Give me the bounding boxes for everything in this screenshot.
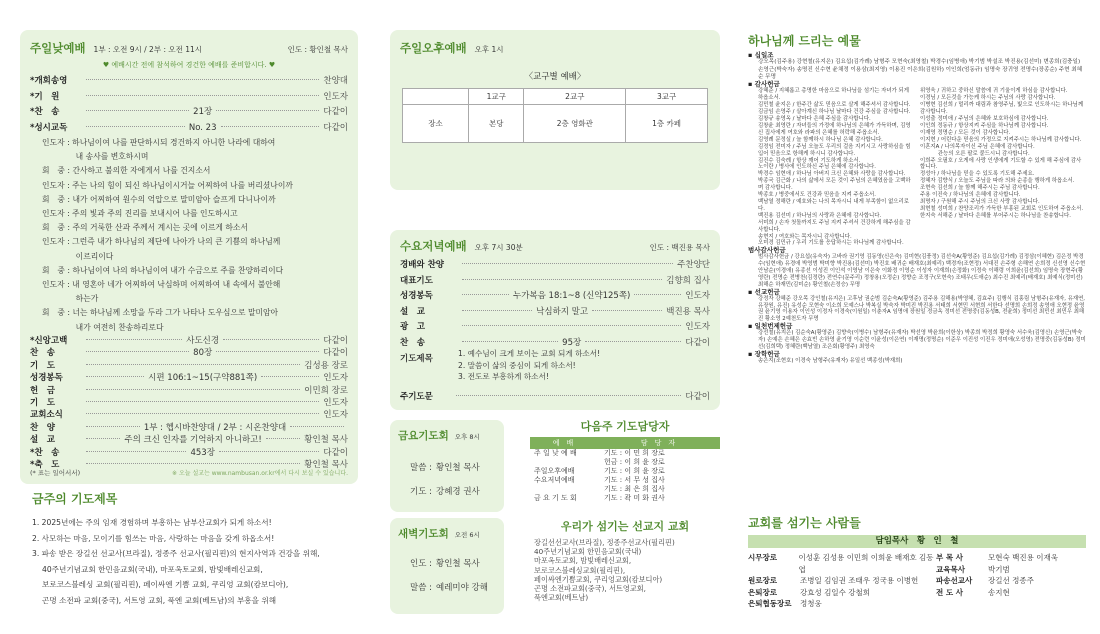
district-cell: 1층 카페 (626, 105, 708, 143)
order-row (400, 274, 710, 286)
order-label: 교회소식 (30, 410, 63, 421)
sunday-am-panel (20, 30, 358, 484)
sunday-am-title: 주일낮예배 (30, 41, 86, 55)
order-row (30, 359, 348, 371)
responsive-line: 인도자 : 하나님이여 나를 판단하시되 경건하지 아니한 나라에 대하여 (42, 138, 276, 147)
staff-role: 은퇴장로 (748, 587, 777, 597)
order-label: 성경봉독 (400, 291, 433, 301)
responsive-line: 회 중 : 주의 거룩한 산과 주께서 계시는 곳에 이르게 하소서 (42, 223, 248, 233)
order-leader: 주찬양단 (677, 260, 710, 270)
order-leader: 백진용 목사 (666, 306, 711, 317)
next-week-service: 금 요 기 도 회 (534, 494, 577, 502)
staff-names: 송지현 (988, 587, 1010, 597)
offering-section-head: ▪ 선교헌금 (748, 287, 780, 296)
sunday-am-times: 1부 : 오전 9시 / 2부 : 오전 11시 (93, 45, 203, 54)
dots (462, 263, 673, 264)
staff-row (936, 564, 1086, 576)
thanks-item: 주용 이진숙 / 하나님의 은혜에 감사합니다. (920, 192, 1021, 199)
dots (216, 110, 319, 111)
order-leader: 다같이 (323, 122, 348, 133)
speaker-label: 인도 : (410, 559, 432, 569)
staff-role: 교육목사 (936, 564, 965, 574)
dots (86, 351, 189, 352)
next-week-service: 주일오후예배 (534, 467, 575, 475)
responsive-line: 회 중 : 하나님이여 나의 하나님이여 내가 수금으로 주를 찬양하리이다 (42, 265, 284, 275)
wednesday-title: 수요저녁예배 (400, 239, 467, 253)
order-row (30, 346, 348, 358)
order-row (400, 320, 710, 332)
order-row (30, 433, 348, 445)
order-label: 설 교 (400, 306, 425, 317)
next-week-row (530, 449, 720, 467)
mission-line: 보로코스블레싱교회(필리핀), (534, 565, 626, 575)
dawn-time: 오전 6시 (454, 531, 480, 539)
order-value: 21장 (193, 107, 213, 117)
responsive-line: 인도자 : 내 영혼아 네가 어찌하여 낙심하며 어찌하여 내 속에서 불안해 (42, 280, 281, 290)
responsive-line: 이르리이다 (42, 251, 114, 261)
next-week-table (530, 437, 720, 503)
thanks-item: 이병현 김선희 / 멀리까 대림과 참영주님, 빛으로 인도하시는 하나님께 감사합니다. (920, 102, 1084, 116)
order-value: 453장 (190, 447, 215, 458)
offering-section-text: 강오목(김주용) 강현철(유지은) 김요섭(김가례) 남형주 모현숙(최영철) 박경수(임병애) 박기범 박설조 박진용(김선미) 변종희(김충일) 손영근(박숙자) 송명진 신수현 윤채정 이용삼(최지영) 이용진 이은희(김원하) 이인희(엄동규) 임명숙 장귀영 전명수(장종순) 주현 최혜순 무명 (758, 59, 1083, 80)
next-week-person: 기도 : 최 은 희 집사 (604, 485, 665, 493)
order-label: *찬 송 (30, 107, 60, 117)
order-label: 대표기도 (400, 275, 433, 286)
speaker-label: 말씀 : (410, 583, 432, 593)
order-leader: 인도자 (323, 398, 348, 408)
order-label: *찬 송 (30, 447, 60, 458)
dots (462, 294, 509, 295)
mission-line: 페이싸엔기쁨교회, 쿠리엉교회(캄보디아) (534, 574, 663, 584)
order-row (30, 371, 348, 383)
next-week-person: 헌금 : 이 희 윤 장로 (604, 458, 665, 466)
order-row (400, 289, 710, 301)
responsive-line: 회 중 : 간사하고 불의한 자에게서 나를 건지소서 (42, 166, 211, 176)
next-week-people (596, 476, 720, 485)
dots (86, 451, 186, 452)
order-value: No. 23 (188, 122, 217, 133)
district-table (402, 88, 708, 143)
speaker-label: 말씀 : (410, 463, 432, 473)
thanks-item: 이혼지A / 나의목자이신 주님 은혜에 감사합니다. (920, 143, 1035, 150)
friday-title: 금요기도회 (398, 430, 449, 442)
dots (585, 341, 681, 342)
sunday-pm-time: 오후 1시 (474, 45, 504, 54)
dots (462, 279, 662, 280)
speaker-label: 기도 : (410, 487, 432, 497)
order-row (400, 305, 710, 317)
thanks-item: 박종국 김근화 / 나의 삶에서 모든 것이 주님의 은혜였음을 고백하며 감사합니다. (758, 178, 911, 192)
wednesday-time: 오후 7시 30분 (474, 243, 523, 252)
dots (86, 79, 319, 80)
thanks-item: 김민철 윤지은 / 한주간 삶도 믿음으로 살게 해주셔서 감사합니다. (758, 102, 911, 109)
next-week-service: 수요저녁예배 (534, 476, 575, 484)
dots (86, 426, 140, 427)
order-leader: 인도자 (685, 291, 710, 301)
staff-names: 이성훈 김성용 이민희 이희윤 배재호 김동엽 (798, 553, 934, 574)
staff-role: 전 도 사 (936, 587, 963, 597)
order-value: 사도신경 (186, 336, 220, 346)
dots (86, 463, 300, 464)
thanks-item: 김정임 전미자 / 주님 오늘도 우리의 걸음 지키시고 사랑하심을 힘입어 믿음으로 항해케 하시니 감사합니다. (758, 143, 911, 157)
thanks-item: 김창규 송영옥 / 날마다 은혜 주심을 감사합니다. (758, 116, 871, 123)
dots (290, 426, 344, 427)
next-week-title: 다음주 기도담당자 (580, 420, 670, 433)
dots (86, 339, 182, 340)
thanks-item: 정성아 / 하나님을 믿을 수 있도록 기도해 주세요. (920, 171, 1035, 178)
wednesday-closing-right: 다같이 (685, 392, 710, 402)
staff-names: 장길선 정종주 (988, 576, 1034, 585)
offering-section-head: 범사감사헌금 (748, 246, 786, 255)
responsive-line: 내 송사를 변호하시며 (42, 152, 149, 162)
thanks-item: 김금임 손영주 / 살아계신 하나님 날마다 건강 주심을 감사합니다. (758, 109, 911, 116)
staff-row (936, 575, 1086, 587)
prayer-item: 3. 파송 받은 장길선 선교사(브라질), 정종주 선교사(필리핀)의 현지사역과 건강을 위해, (32, 549, 320, 558)
thanks-item: 한지숙 서해준 / 날마다 은혜를 부어주시는 하나님을 찬송합니다. (920, 212, 1071, 219)
senior-pastor: 담임목사 황 인 철 (748, 535, 1086, 548)
staff-row (936, 552, 1086, 564)
speaker-name: 황인철 목사 (436, 463, 480, 473)
next-week-row (530, 476, 720, 485)
order-value: 1부 : 헵시바찬양대 / 2부 : 시온찬양대 (143, 422, 287, 433)
order-row (400, 336, 710, 348)
thanks-item: 송현지 / 여호와는 목자시니 감사합니다. (758, 233, 852, 240)
next-week-person: 기도 : 이 희 윤 장로 (604, 467, 665, 475)
district-header: 3교구 (626, 89, 708, 105)
responsive-line: 인도자 : 주는 나의 힘이 되신 하나님이시거늘 어찌하여 나를 버리셨나이까 (42, 180, 293, 190)
staff-row (748, 575, 936, 587)
sunday-pm-panel (390, 30, 720, 190)
order-label: 성경봉독 (30, 373, 63, 384)
dawn-title: 새벽기도회 (398, 528, 449, 540)
offering-section-head: ▪ 감사헌금 (748, 80, 780, 89)
dots (86, 401, 319, 402)
thanks-item: 위영욱 / 귀하고 중하신 말씀에 귀 기울이게 하심을 감사합니다. (920, 88, 1068, 95)
dots (266, 438, 300, 439)
responsive-line: 회 중 : 너는 하나님께 소망을 두라 그가 나타나 도우심으로 말미암아 (42, 308, 279, 318)
thanks-item: 이경님 / 모든것을 가능케 하시는 주님의 사랑 감사합니다. (920, 95, 1056, 102)
order-label: 기 도 (30, 398, 55, 408)
prayer-item: 40주년기념교회 한민음교회(국내), 마포옥토교회, 밤빛배레신교회, (32, 564, 263, 574)
prayer-section (20, 490, 358, 608)
next-week-person: 기도 : 서 무 성 집사 (604, 476, 665, 484)
staff-title: 교회를 섬기는 사람들 (748, 516, 861, 530)
dots (592, 310, 662, 311)
wednesday-prayer-item: 3. 전도로 부흥하게 하소서! (458, 372, 549, 381)
staff-row (748, 552, 936, 575)
staff-names: 강효성 김일수 강철희 (800, 587, 870, 597)
prayer-title: 금주의 기도제목 (32, 492, 118, 506)
thanks-item: 백남열 정해란 / 예호와는 나의 목자시니 내게 부족함이 없으리로다. (758, 198, 909, 212)
dots (86, 364, 300, 365)
dots (462, 341, 558, 342)
next-week-header: 담 당 자 (640, 439, 676, 447)
prayer-item: 2. 사모하는 마음, 모이기를 힘쓰는 마음, 사랑하는 마음을 갖게 하옵소서! (32, 533, 275, 543)
dots (219, 451, 319, 452)
next-week-service (530, 485, 596, 494)
order-label: 광 고 (400, 322, 425, 332)
friday-time: 오후 8시 (454, 433, 480, 441)
responsive-line: 회 중 : 내가 어찌하여 원수의 억압으로 말미암아 슬프게 다니나이까 (42, 194, 276, 204)
order-leader: 김향희 집사 (666, 275, 710, 286)
speaker-line (410, 480, 480, 504)
responsive-line: 내가 여전히 찬송하리로다 (42, 322, 164, 332)
next-week-header: 예 배 (552, 439, 574, 447)
wednesday-prayer-label: 기도제목 (400, 354, 433, 364)
dots (216, 351, 319, 352)
order-leader: 다같이 (323, 107, 349, 117)
dots (86, 413, 319, 414)
offering-section-head: ▪ 십일조 (748, 51, 774, 59)
staff-role: 파송선교사 (936, 576, 973, 585)
staff-role: 부 목 사 (936, 553, 963, 562)
responsive-line: 하는가 (42, 294, 99, 304)
sunday-am-banner: ♥ 예배시간 전에 참석하여 경건한 예배를 준비합시다. ♥ (102, 61, 276, 69)
order-row (30, 421, 348, 433)
friday-panel (390, 420, 504, 512)
offering-section-text: 강선철(유지은) 김순숙A(황영준) 김향숙(이병수) 남형주(유재자) 박선영 박윤희(이한상) 박종희 박정희 황영숙 서수욱(김영신) 손영근(박숙자) 손예은 손혜은 손효빈 손하영 윤기영 이순련 이윤성(이은연) 이재명(정명순) 이준우 이진성 이진우 정미애(오성영) 전명중(김동성B) 정미선(김희택) 정혜란(백남열) 조은회(황영주) 최영숙 (758, 330, 1086, 351)
order-label: *개회송영 (30, 76, 68, 86)
order-leader: 인도자 (685, 322, 710, 332)
order-value: 낙심하지 말고 (536, 306, 589, 317)
order-value: 주의 크신 인자를 기억하지 아니하고! (124, 435, 262, 446)
order-leader: 찬양대 (323, 76, 348, 86)
order-leader: 다같이 (323, 447, 349, 458)
order-label: 찬 송 (30, 348, 55, 359)
order-label: 경배와 찬양 (400, 260, 445, 270)
district-cell: 2층 영화관 (524, 105, 626, 143)
order-row (30, 384, 348, 396)
staff-role: 시무장로 (748, 553, 777, 562)
next-week-row (530, 485, 720, 494)
order-row (30, 396, 348, 408)
speaker-name: 강혜경 권사 (436, 487, 480, 497)
order-leader: 김성용 장로 (304, 360, 348, 371)
speaker-line (410, 552, 488, 576)
thanks-item: 박경수 임현애 / 하나님 아버지 크신 은혜와 사랑을 감사합니다. (758, 171, 906, 178)
order-label: 기 도 (30, 360, 55, 371)
district-row-label: 장소 (403, 105, 469, 143)
staff-row (936, 587, 1086, 599)
order-leader: 황인철 목사 (304, 435, 348, 446)
thanks-item: 이재영 정명순 / 모든 것이 감사합니다. (920, 129, 1011, 136)
thanks-item: 김영례 문정실 / 늘 함께하시 하나님 은혜 감사합니다. (758, 136, 883, 143)
order-row (30, 90, 348, 102)
speaker-name: 예레미야 강해 (436, 583, 488, 593)
offering-section-text: 송은지(조현호) 이경숙 남형주(유재자) 유일선 백종성(박재희) (758, 357, 903, 364)
dots (86, 126, 185, 127)
mission-line: 장길선선교사(브라질), 정종주선교사(필리핀) (534, 538, 675, 547)
next-week-person: 기도 : 이 민 희 장로 (604, 449, 665, 457)
order-leader: 황인철 목사 (304, 460, 348, 470)
sermon-online-note: ※ 오늘 설교는 www.nambusan.or.kr에서 다시 보실 수 있습니다. (172, 470, 348, 477)
dawn-panel (390, 518, 504, 614)
dots (221, 126, 320, 127)
thanks-item: 이인희 정동규 / 항상지켜 주심을 하나님께 감사합니다. (920, 123, 1049, 130)
next-week-service: 주 일 낮 예 배 (534, 449, 577, 457)
dots (462, 310, 532, 311)
wednesday-closing-label: 주기도문 (400, 392, 433, 402)
next-week-people (596, 485, 720, 494)
order-label: *신앙고백 (30, 336, 68, 346)
order-leader: 다같이 (323, 336, 348, 346)
offering-section-text: 범사감사헌금 / 강요섭(유숙자) 고바라 권기영 김동영(신은숙) 김미현(김풍정) 김선숙A(황영준) 김요섭(김가례) 김정삼(이혜현) 김은정 박경수(임현애) 유경애 박영범 박미향 박진용(김선미) 박진호 배귀순 배재호(최예리) 백경자(조현정) 서대진 손주형 손해연 손희정 신선영 신수현 안남순(이경애) 유종선 이성진 이인석 이영남 이은숙 이화정 이영순 이성자 이재희(손정화) 이정숙 이해령 이희윤(김선희) 임명숙 장현주(황영란) 전명순 전병천(김정란) 전연수(문주리) 정창용(오정순) 정향순 조정구(모현숙) 조태우(도애순) 최수진 최예리(배재호) 최예식(정미선) 최해순 하재민(김미순) 황인철(손정승) 무명 (758, 254, 1086, 288)
next-week-people (596, 494, 720, 503)
thanks-item: 조현숙 김선희 / 늘 함께 해주시는 주님 감사합니다. (920, 185, 1040, 192)
prayer-item: 보로코스블레싱 교회(필리핀), 페이싸엔 기쁨 교회, 쿠리엉 교회(캄보디아), (32, 580, 289, 589)
order-label: 설 교 (30, 435, 55, 446)
wednesday-panel (390, 230, 720, 410)
order-label: 찬 송 (400, 337, 425, 348)
thanks-item: 최현철 성미희 / 찬양조리가 가득한 부흥된 교회로 인도하여 주옵소서. (920, 205, 1084, 212)
mission-line: 마포옥토교회, 밤빛배레신교회, (534, 556, 632, 566)
district-header: 1교구 (469, 89, 524, 105)
order-label: 헌 금 (30, 385, 55, 396)
thanks-item: 김창윤 최영란 / 자녀들의 가정에 하나님의 은혜가 가득하며, 김영신 집사에게 여호와 라파의 은혜를 허락해 주옵소서. (758, 123, 911, 136)
offering-section-head: ▪ 일천번제헌금 (748, 322, 793, 331)
staff-section (748, 514, 1086, 610)
dots (86, 438, 120, 439)
order-row (30, 446, 348, 458)
order-leader: 이민희 장로 (304, 385, 348, 396)
order-row (30, 408, 348, 420)
order-row (30, 74, 348, 86)
next-week-row (530, 494, 720, 503)
staff-role: 원로장로 (748, 576, 777, 585)
staff-row (748, 598, 936, 610)
order-value: 95장 (562, 337, 582, 348)
thanks-item: 정혜자 김향식 / 오늘도 주님을 따라 의와 순종을 행하게 하옵소서. (920, 178, 1075, 185)
speaker-line (410, 576, 488, 600)
order-leader: 다같이 (685, 337, 711, 348)
dots (86, 389, 300, 390)
responsive-reading (42, 136, 348, 335)
order-label: 찬 양 (30, 422, 55, 433)
next-week-people (596, 467, 720, 476)
mission-line: 푹엔교회(베트남) (534, 593, 589, 603)
offering-title: 하나님께 드리는 예물 (748, 34, 861, 48)
next-week-section (530, 418, 720, 503)
order-leader: 다같이 (323, 348, 349, 359)
dots (86, 376, 144, 377)
order-value: 시편 106:1~15(구약881쪽) (148, 373, 258, 384)
order-row (30, 121, 348, 133)
staff-names: 조병일 김임권 조태우 정국용 이병헌 (800, 576, 919, 585)
order-label: *성시교독 (30, 122, 68, 133)
dots (223, 339, 319, 340)
thanks-item: 관능의 오른 팔로 붙드시니 감사합니다. (920, 150, 1030, 157)
order-leader: 인도자 (323, 91, 348, 102)
sunday-am-leader: 인도 : 황인철 목사 (287, 45, 348, 54)
prayer-item: 1. 2025년에는 주의 임재 경험하며 부흥하는 남부산교회가 되게 하소서! (32, 518, 272, 527)
district-cell: 본당 (469, 105, 524, 143)
speaker-line (410, 456, 480, 480)
stand-note: (* 표는 일어서서) (30, 469, 81, 477)
order-value: 80장 (193, 348, 213, 359)
staff-role: 은퇴협동장로 (748, 599, 792, 608)
order-leader: 인도자 (323, 410, 348, 421)
order-row (30, 105, 348, 117)
wednesday-prayer-item: 2. 말씀이 삶의 중심이 되게 하소서! (458, 360, 576, 370)
wednesday-leader: 인도 : 백진용 목사 (649, 243, 710, 252)
staff-row (748, 587, 936, 599)
order-label: *축 도 (30, 460, 60, 470)
district-table-title: 〈교구별 예배〉 (524, 72, 586, 82)
wednesday-prayer-item: 1. 예수님이 크게 보이는 교회 되게 하소서! (458, 349, 601, 358)
thanks-item: 김진수 김숙례 / 항상 깨어 기도하게 하소서. (758, 157, 861, 164)
district-header: 2교구 (524, 89, 626, 105)
dots (86, 95, 319, 96)
next-week-person: 기도 : 곽 미 화 권사 (604, 494, 665, 502)
staff-names: 정청웅 (800, 599, 822, 608)
thanks-item: 강혜준 / 지혜롭고 총명한 마음으로 하나님을 섬기는 자녀가 되게 하옵소서. (758, 88, 909, 102)
order-row (400, 258, 710, 270)
sunday-pm-title: 주일오후예배 (400, 41, 467, 55)
order-value: 누가복음 18:1~8 (신약125쪽) (513, 291, 631, 301)
thanks-item: 노이란 / 병사에 인도하신 주님 은혜에 감사합니다. (758, 164, 876, 171)
dots (462, 325, 681, 326)
staff-names: 모현숙 백진용 이재욱 (988, 553, 1058, 562)
dots (86, 110, 189, 111)
thanks-item: 이희주 오필호 / 오게에 사랑 인생에게 기도할 수 있게 해 주심에 감사합니다. (920, 157, 1082, 171)
mission-line: 40주년기념교회 한민음교회(국내) (534, 547, 642, 557)
order-label: *기 원 (30, 91, 60, 102)
thanks-item: 박종호 / 병중에서도 건강과 믿음을 지켜 주옵소서. (758, 192, 876, 199)
offering-section-text: 강정자 강혜준 강오목 강인철(유지은) 고후남 권순범 김순숙A(황영준) 김주용 김해용(박영혜, 김효주) 김행식 김홍림 남형주(유재자, 유재연, 유장원, 유진) 유성순 모현숙 이소희 모예스나 박복실 박숙자 박미진 박진용 서태희 서현민 서현희 서한다 선명희 손희정 송영애 오현정 윤영권 윤기영 이용자 이인성 이정자 이경숙(이원일) 이춘자A 임명애 장원일 정금옥 정미선 전명중(김동성B, 전윤희) 정미선 최민선 최민우 최해진 황소영 2예천도자 무명 (758, 295, 1086, 323)
offering-section (748, 32, 1086, 365)
dots (261, 376, 319, 377)
thanks-item: 이지현 / 어린다운 믿음의 가정으로 지켜주시는 하나님께 감사합니다. (920, 136, 1082, 143)
order-leader: 인도자 (323, 373, 349, 384)
dots (634, 294, 681, 295)
thanks-item: 서미희 / 손자 첫돌까지도 주님 지켜 주셔서 건강하게 해주심을 감사합니다. (758, 219, 911, 233)
missions-section (530, 518, 720, 602)
next-week-row (530, 467, 720, 476)
missions-title: 우리가 섬기는 선교지 교회 (560, 520, 690, 533)
responsive-line: 인도자 : 그런즉 내가 하나님의 제단에 나아가 나의 큰 기쁨의 하나님께 (42, 237, 281, 247)
thanks-item: 이성출 정미애 / 주님의 은혜와 보호하심에 감사합니다. (920, 116, 1049, 123)
thanks-item: 최명자 / 구원해 주시 주님의 크신 사랑 감사합니다. (920, 198, 1040, 205)
thanks-item: 오미경 김민규 / 우리 기도를 응답하시는 하나님께 감사합니다. (758, 240, 904, 247)
staff-names: 박기범 (988, 564, 1010, 574)
wednesday-closing-row (400, 390, 710, 402)
responsive-line: 인도자 : 주의 빛과 주의 진리를 보내시어 나를 인도하시고 (42, 209, 238, 219)
order-row (30, 334, 348, 346)
thanks-item: 백진용 김선미 / 하나님의 사랑과 은혜에 감사합니다. (758, 212, 882, 219)
speaker-name: 황인철 목사 (436, 559, 480, 569)
next-week-people (596, 449, 720, 467)
prayer-item: 곤명 소전파 교회(중국), 서트영 교회, 푹엔 교회(베트남)의 부흥을 위해 (32, 595, 277, 605)
offering-section-head: ▪ 장학헌금 (748, 349, 780, 358)
mission-line: 곤명 소전파교회(중국), 서트영교회, (534, 584, 646, 594)
